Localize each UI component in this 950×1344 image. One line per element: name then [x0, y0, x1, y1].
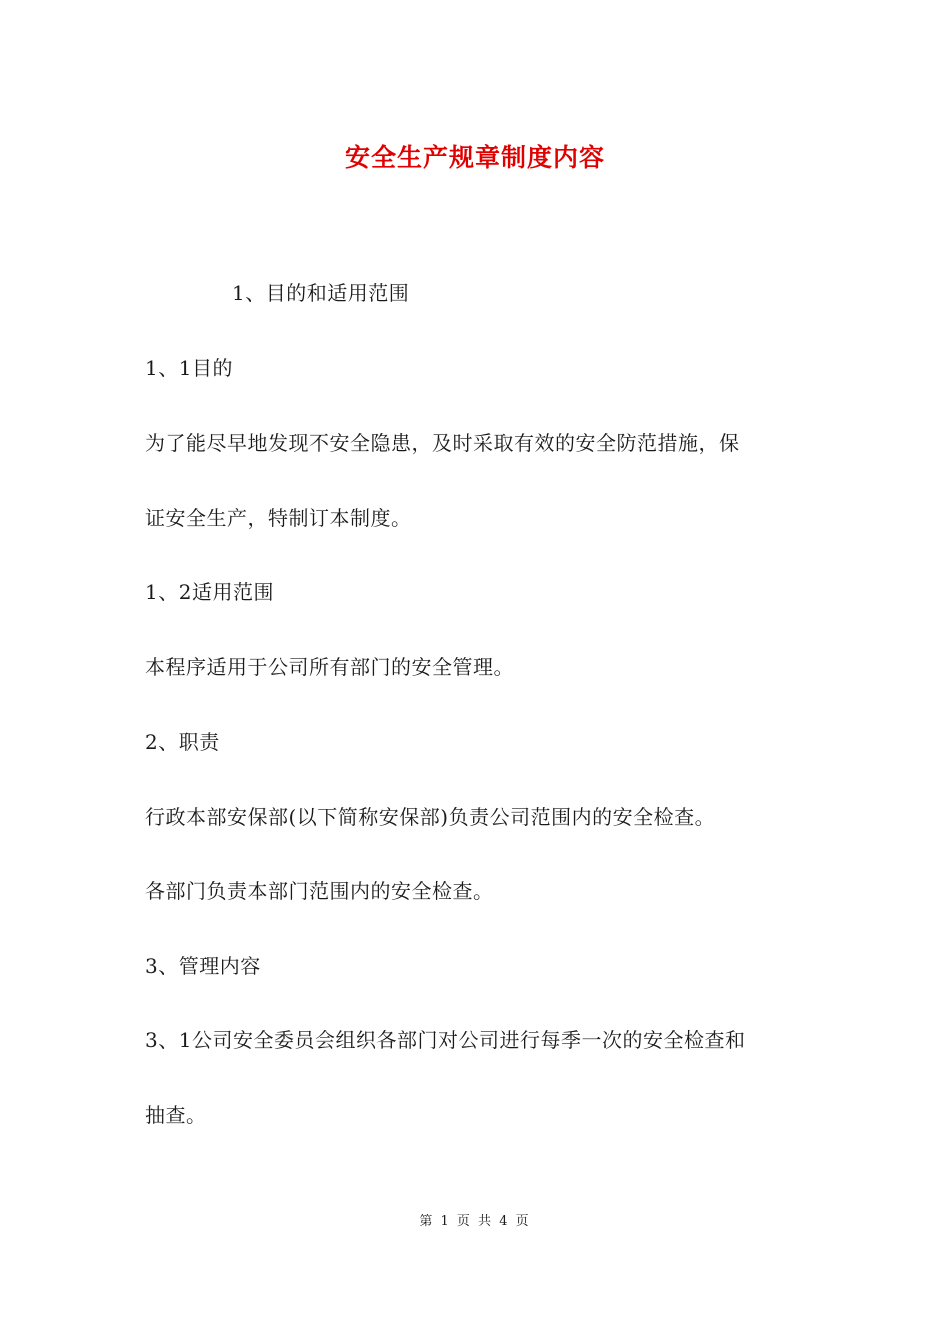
paragraph-line: 证安全生产，特制订本制度。	[145, 506, 412, 530]
section-heading: 3、管理内容	[145, 954, 261, 978]
section-heading: 1、目的和适用范围	[232, 281, 410, 305]
paragraph-line: 为了能尽早地发现不安全隐患，及时采取有效的安全防范措施，保	[145, 431, 740, 455]
paragraph-line: 各部门负责本部门范围内的安全检查。	[145, 879, 494, 903]
paragraph-line: 3、1公司安全委员会组织各部门对公司进行每季一次的安全检查和	[145, 1028, 746, 1052]
page-number: 第 1 页 共 4 页	[419, 1214, 531, 1229]
paragraph-line: 本程序适用于公司所有部门的安全管理。	[145, 655, 514, 679]
subsection-heading: 1、2适用范围	[145, 580, 274, 604]
section-heading: 2、职责	[145, 730, 220, 754]
subsection-heading: 1、1目的	[145, 356, 233, 380]
paragraph-line: 抽查。	[145, 1103, 207, 1127]
paragraph-line: 行政本部安保部(以下简称安保部)负责公司范围内的安全检查。	[145, 805, 716, 829]
document-title: 安全生产规章制度内容	[344, 143, 605, 172]
